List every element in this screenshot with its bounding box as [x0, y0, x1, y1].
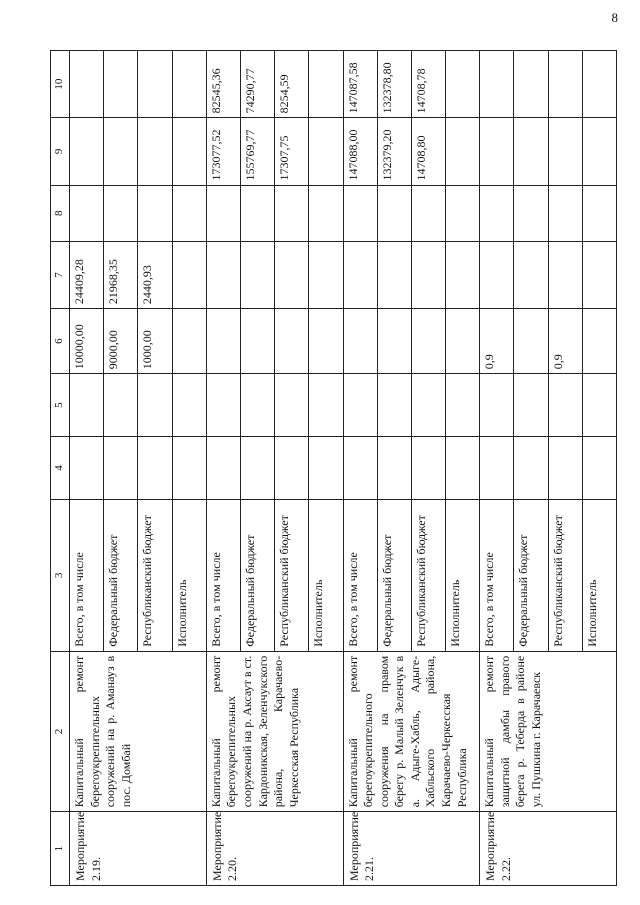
value-cell [275, 241, 309, 308]
value-cell [343, 241, 377, 308]
value-cell [343, 185, 377, 241]
value-cell [548, 51, 582, 118]
value-cell [411, 309, 445, 374]
value-cell [172, 185, 206, 241]
value-cell [240, 185, 274, 241]
column-number-row [51, 51, 70, 886]
value-cell [240, 437, 274, 500]
value-cell: 8254,59 [275, 51, 309, 118]
funding-source-cell: Всего, в том числе [480, 499, 514, 651]
funding-source-cell: Всего, в том числе [343, 499, 377, 651]
value-cell [446, 374, 480, 437]
value-cell [206, 437, 240, 500]
value-cell: 147087,58 [343, 51, 377, 118]
value-cell [514, 118, 548, 185]
page-number: 8 [611, 10, 618, 25]
value-cell [240, 374, 274, 437]
value-cell [582, 374, 616, 437]
value-cell [446, 185, 480, 241]
value-cell [104, 51, 138, 118]
value-cell: 1000,00 [138, 309, 172, 374]
value-cell [548, 118, 582, 185]
value-cell: 0,9 [548, 309, 582, 374]
table-row [70, 51, 104, 886]
value-cell [548, 374, 582, 437]
value-cell [240, 309, 274, 374]
value-cell [309, 309, 343, 374]
value-cell: 9000,00 [104, 309, 138, 374]
value-cell [514, 374, 548, 437]
value-cell [309, 374, 343, 437]
value-cell: 132379,20 [377, 118, 411, 185]
value-cell [70, 185, 104, 241]
value-cell [582, 185, 616, 241]
value-cell [343, 437, 377, 500]
column-number-cell: 1 [51, 812, 70, 886]
table-row [480, 51, 514, 886]
funding-source-cell: Всего, в том числе [206, 499, 240, 651]
value-cell [480, 374, 514, 437]
value-cell [514, 51, 548, 118]
value-cell [138, 185, 172, 241]
value-cell [582, 437, 616, 500]
value-cell [411, 437, 445, 500]
value-cell [446, 241, 480, 308]
value-cell [104, 437, 138, 500]
value-cell [343, 309, 377, 374]
value-cell [446, 51, 480, 118]
value-cell: 10000,00 [70, 309, 104, 374]
value-cell: 2440,93 [138, 241, 172, 308]
value-cell [446, 118, 480, 185]
value-cell [548, 185, 582, 241]
value-cell [582, 118, 616, 185]
event-number-cell: Мероприятие 2.20. [206, 812, 343, 886]
program-measures-table [50, 50, 617, 886]
value-cell: 132378,80 [377, 51, 411, 118]
value-cell [104, 118, 138, 185]
value-cell [309, 437, 343, 500]
value-cell [343, 374, 377, 437]
column-number-cell: 4 [51, 437, 70, 500]
value-cell [411, 374, 445, 437]
value-cell [480, 241, 514, 308]
value-cell [275, 185, 309, 241]
value-cell [514, 437, 548, 500]
funding-source-cell: Республиканский бюджет [411, 499, 445, 651]
value-cell: 21968,35 [104, 241, 138, 308]
value-cell [377, 309, 411, 374]
value-cell [377, 437, 411, 500]
value-cell [377, 374, 411, 437]
event-number-cell: Мероприятие 2.22. [480, 812, 617, 886]
value-cell [172, 309, 206, 374]
column-number-cell: 2 [51, 651, 70, 811]
rotated-table-wrapper [50, 50, 617, 886]
column-number-cell: 6 [51, 309, 70, 374]
document-page [50, 50, 617, 886]
funding-source-cell: Федеральный бюджет [104, 499, 138, 651]
event-description-cell: Капитальный ремонт берегоукрепительных сооружений на р. Аксаут в ст. Кардоникская, Зеленчукского района, Карачаево-Черкесская Республика [206, 651, 343, 811]
funding-source-cell: Республиканский бюджет [275, 499, 309, 651]
value-cell [206, 374, 240, 437]
value-cell: 14708,78 [411, 51, 445, 118]
value-cell [309, 118, 343, 185]
value-cell [70, 51, 104, 118]
value-cell [206, 241, 240, 308]
value-cell [138, 118, 172, 185]
value-cell [172, 241, 206, 308]
value-cell [70, 374, 104, 437]
value-cell [172, 51, 206, 118]
column-number-cell: 5 [51, 374, 70, 437]
value-cell [446, 437, 480, 500]
value-cell: 155769,77 [240, 118, 274, 185]
funding-source-cell: Всего, в том числе [70, 499, 104, 651]
value-cell [548, 241, 582, 308]
value-cell [480, 185, 514, 241]
value-cell [411, 241, 445, 308]
value-cell [172, 437, 206, 500]
value-cell [582, 309, 616, 374]
column-number-cell: 8 [51, 185, 70, 241]
value-cell [377, 241, 411, 308]
column-number-cell: 9 [51, 118, 70, 185]
value-cell [582, 51, 616, 118]
value-cell [172, 374, 206, 437]
funding-source-cell: Республиканский бюджет [138, 499, 172, 651]
funding-source-cell: Исполнитель [446, 499, 480, 651]
value-cell [104, 185, 138, 241]
value-cell [377, 185, 411, 241]
value-cell [70, 118, 104, 185]
value-cell [446, 309, 480, 374]
value-cell [514, 241, 548, 308]
funding-source-cell: Федеральный бюджет [514, 499, 548, 651]
funding-source-cell: Исполнитель [172, 499, 206, 651]
value-cell: 173077,52 [206, 118, 240, 185]
value-cell [138, 374, 172, 437]
value-cell [480, 51, 514, 118]
value-cell: 0,9 [480, 309, 514, 374]
funding-source-cell: Исполнитель [309, 499, 343, 651]
value-cell [275, 437, 309, 500]
value-cell: 147088,00 [343, 118, 377, 185]
column-number-cell: 7 [51, 241, 70, 308]
table-row [206, 51, 240, 886]
value-cell [309, 185, 343, 241]
value-cell [206, 185, 240, 241]
value-cell [514, 185, 548, 241]
event-number-cell: Мероприятие 2.19. [70, 812, 207, 886]
value-cell [275, 309, 309, 374]
value-cell [240, 241, 274, 308]
value-cell [104, 374, 138, 437]
event-description-cell: Капитальный ремонт берегоукрепительных сооружений на р. Аманауз в пос. Домбай [70, 651, 207, 811]
value-cell: 74290,77 [240, 51, 274, 118]
funding-source-cell: Федеральный бюджет [377, 499, 411, 651]
value-cell [411, 185, 445, 241]
funding-source-cell: Федеральный бюджет [240, 499, 274, 651]
value-cell [275, 374, 309, 437]
value-cell [548, 437, 582, 500]
value-cell [70, 437, 104, 500]
table-body [70, 51, 617, 886]
column-number-cell: 10 [51, 51, 70, 118]
value-cell [172, 118, 206, 185]
value-cell: 17307,75 [275, 118, 309, 185]
value-cell [309, 241, 343, 308]
event-description-cell: Капитальный ремонт берегоукрепительного сооружения на правом берегу р. Малый Зеленчук в а. Адыге-Хабль, Адыге-Хабльского района, Карачаево-Черкесская Республика [343, 651, 480, 811]
event-description-cell: Капитальный ремонт защитной дамбы правого берега р. Теберда в районе ул. Пушкина г. Карачаевск [480, 651, 617, 811]
value-cell [480, 437, 514, 500]
value-cell [480, 118, 514, 185]
value-cell [582, 241, 616, 308]
value-cell [309, 51, 343, 118]
value-cell [138, 51, 172, 118]
value-cell: 82545,36 [206, 51, 240, 118]
value-cell: 14708,80 [411, 118, 445, 185]
funding-source-cell: Республиканский бюджет [548, 499, 582, 651]
column-number-cell: 3 [51, 499, 70, 651]
value-cell [206, 309, 240, 374]
funding-source-cell: Исполнитель [582, 499, 616, 651]
table-row [343, 51, 377, 886]
value-cell: 24409,28 [70, 241, 104, 308]
event-number-cell: Мероприятие 2.21. [343, 812, 480, 886]
value-cell [138, 437, 172, 500]
value-cell [514, 309, 548, 374]
